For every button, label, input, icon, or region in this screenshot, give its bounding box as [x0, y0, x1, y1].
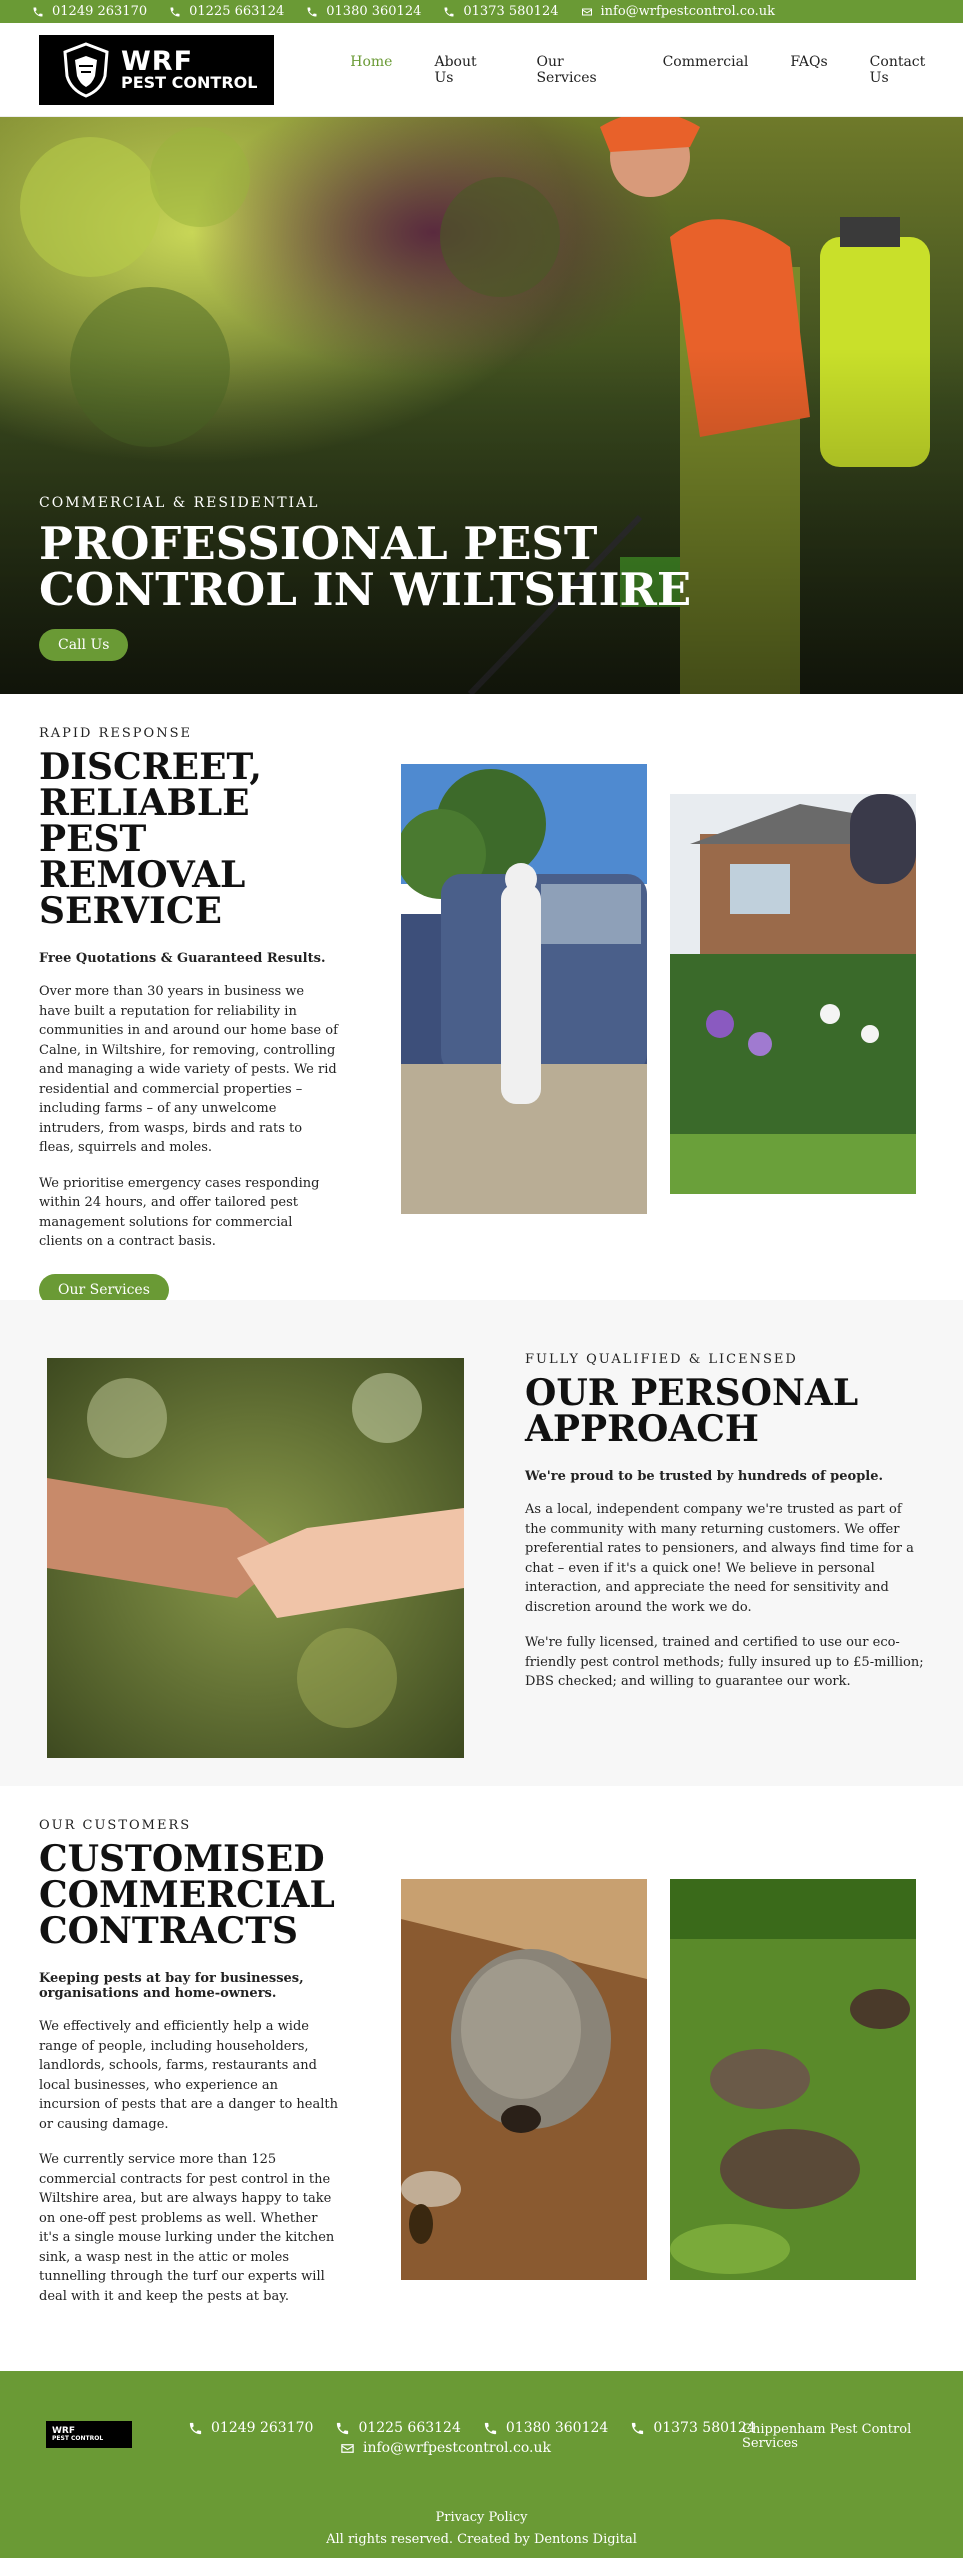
technician-van-image [401, 764, 647, 1214]
personal-approach-section [0, 1300, 963, 1786]
nav-item-services[interactable]: Our Services [536, 53, 597, 86]
footer-logo-line-1: WRF [52, 2426, 76, 2436]
section3-paragraph-2: We currently service more than 125 commercial contracts for pest control in the Wiltshire area, but are always happy to take on one-off pest problems as well. Whether it's a single mouse lurking under the kitchen sink, a wasp nest in the attic or moles tunnelling through the turf our experts will deal with it and keep the pests at bay. [39, 2152, 335, 2304]
section2-lead: We're proud to be trusted by hundreds of people. [525, 1469, 884, 1484]
site-footer [0, 2371, 963, 2558]
topbar-email[interactable] [581, 4, 776, 19]
site-logo[interactable] [39, 35, 274, 105]
phone-icon [630, 2421, 645, 2436]
section3-title: CUSTOMISED COMMERCIAL CONTRACTS [39, 1838, 335, 1952]
phone-icon [169, 6, 181, 18]
wasp-nest-image [401, 1879, 647, 2280]
topbar-phone-3[interactable] [306, 4, 421, 19]
hero-eyebrow: COMMERCIAL & RESIDENTIAL [39, 495, 320, 511]
phone-icon [443, 6, 455, 18]
envelope-icon [581, 6, 593, 18]
footer-phone-4[interactable] [630, 2420, 755, 2436]
rapid-response-section [0, 694, 963, 1300]
footer-phone-1[interactable] [188, 2420, 313, 2436]
topbar-phone-2[interactable] [169, 4, 284, 19]
nav-item-home[interactable]: Home [350, 53, 393, 70]
section1-paragraph-1: Over more than 30 years in business we have built a reputation for reliability in communities in and around our home base of Calne, in Wiltshire, for removing, controlling and managing a wide variety of pests. We rid residential and commercial properties – including farms – of any unwelcome intruders, from wasps, birds and rats to fleas, squirrels and moles. [39, 984, 338, 1155]
topbar-phone-1[interactable] [32, 4, 147, 19]
footer-phone-text: 01249 263170 [211, 2420, 314, 2436]
phone-icon [306, 6, 318, 18]
phone-icon [32, 6, 44, 18]
shield-logo-icon [61, 42, 111, 98]
section3-lead: Keeping pests at bay for businesses, organisations and home-owners. [39, 1971, 304, 2001]
our-services-button[interactable]: Our Services [39, 1274, 169, 1306]
footer-logo[interactable] [46, 2421, 132, 2448]
nav-item-contact[interactable]: Contact Us [869, 53, 926, 86]
topbar-phone-text: 01249 263170 [52, 4, 148, 19]
phone-icon [483, 2421, 498, 2436]
footer-phone-3[interactable] [483, 2420, 608, 2436]
topbar-phone-text: 01225 663124 [189, 4, 285, 19]
section2-paragraph-1: As a local, independent company we're trusted as part of the community with many returning customers. We offer preferential rates to pensioners, and always find time for a chat – even if it's a quick one! We believe in personal interaction, and appreciate the need for sensitivity and discretion around the work we do. [525, 1502, 914, 1615]
site-header [0, 23, 963, 117]
privacy-policy-link[interactable]: Privacy Policy [435, 2510, 528, 2525]
hero-section [0, 117, 963, 694]
commercial-contracts-section [0, 1786, 963, 2371]
nav-item-faqs[interactable]: FAQs [790, 53, 828, 70]
section2-title: OUR PERSONAL APPROACH [525, 1372, 859, 1450]
section1-lead: Free Quotations & Guaranteed Results. [39, 951, 326, 966]
nav-item-commercial[interactable]: Commercial [662, 53, 749, 70]
main-nav [329, 54, 963, 86]
copyright-text: All rights reserved. Created by Dentons Digital [326, 2532, 637, 2547]
footer-phones [188, 2420, 756, 2436]
section1-eyebrow: RAPID RESPONSE [39, 726, 192, 741]
section3-paragraph-1: We effectively and efficiently help a wide range of people, including householders, landlords, schools, farms, restaurants and local businesses, who experience an incursion of pests that are a danger to health or causing damage. [39, 2019, 338, 2132]
section1-paragraph-2: We prioritise emergency cases responding within 24 hours, and offer tailored pest management solutions for commercial clients on a contract basis. [39, 1175, 320, 1249]
section3-eyebrow: OUR CUSTOMERS [39, 1818, 192, 1833]
footer-email[interactable] [340, 2440, 551, 2456]
phone-icon [188, 2421, 203, 2436]
house-garden-image [670, 794, 916, 1194]
footer-services-link[interactable]: Chippenham Pest Control Services [742, 2422, 912, 2451]
logo-line-1: WRF [121, 46, 194, 77]
topbar-phone-text: 01373 580124 [463, 4, 559, 19]
hero-title: PROFESSIONAL PEST CONTROL IN WILTSHIRE [39, 517, 692, 616]
contact-topbar [0, 0, 963, 23]
envelope-icon [340, 2441, 355, 2456]
topbar-phone-4[interactable] [443, 4, 558, 19]
section2-paragraph-2: We're fully licensed, trained and certified to use our eco-friendly pest control methods; fully insured up to £5-million; DBS checked; and willing to guarantee our work. [525, 1635, 924, 1689]
nav-item-about[interactable]: About Us [434, 53, 477, 86]
phone-icon [335, 2421, 350, 2436]
footer-email-text: info@wrfpestcontrol.co.uk [363, 2440, 551, 2456]
topbar-email-text: info@wrfpestcontrol.co.uk [600, 4, 776, 19]
footer-logo-line-2: PEST CONTROL [52, 2435, 104, 2442]
topbar-phone-text: 01380 360124 [326, 4, 422, 19]
footer-phone-2[interactable] [335, 2420, 460, 2436]
footer-phone-text: 01373 580124 [653, 2420, 756, 2436]
footer-phone-text: 01225 663124 [358, 2420, 461, 2436]
section2-eyebrow: FULLY QUALIFIED & LICENSED [525, 1352, 798, 1367]
section1-title: DISCREET, RELIABLE PEST REMOVAL SERVICE [39, 746, 262, 932]
logo-line-2: PEST CONTROL [121, 73, 258, 92]
footer-phone-text: 01380 360124 [505, 2420, 609, 2436]
call-us-button[interactable]: Call Us [39, 629, 128, 661]
molehills-lawn-image [670, 1879, 916, 2280]
handshake-image [47, 1358, 464, 1758]
